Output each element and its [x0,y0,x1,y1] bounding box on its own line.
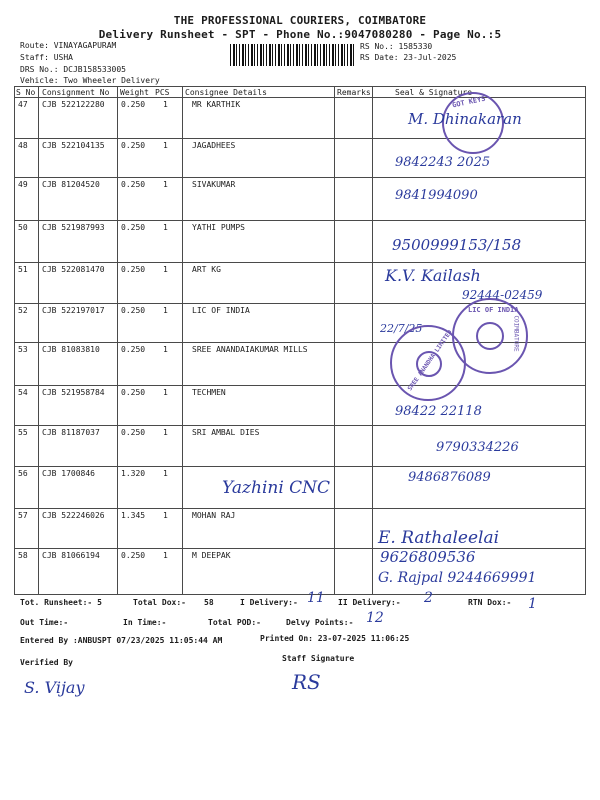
row-divider [14,177,586,178]
staff-label: Staff: USHA [20,53,73,62]
row-divider [14,385,586,386]
signature-row-54: 98422 22118 [395,404,482,419]
row-consignee: TECHMEN [192,388,226,397]
total-pod-label: Total POD:- [208,618,261,627]
row-consignee: YATHI PUMPS [192,223,245,232]
stamp-text-lic-side: COIMBATORE [512,315,520,352]
row-consignment-no: CJB 521958784 [42,388,105,397]
delvy-points-label: Delvy Points:- [286,618,354,627]
row-weight: 1.320 [121,469,146,478]
rs-number: RS No.: 1585330 [360,42,433,51]
row-consignment-no: CJB 522122280 [42,100,105,109]
signature-row-51-phone: 92444-02459 [462,288,543,302]
stamp-text-lic: LIC OF INDIA [468,306,519,314]
row-sno: 51 [18,265,28,274]
ii-delivery-label: II Delivery:- [338,598,401,607]
staff-signature-mark: RS [292,670,321,694]
in-time-label: In Time:- [123,618,167,627]
rtn-dox-handwritten: 1 [528,596,537,612]
row-consignee: LIC OF INDIA [192,306,250,315]
verified-by-label: Verified By [20,658,73,667]
stamp-text-sree-anandha: SREE ANANDHA LIMITED [406,328,454,393]
row-consignee: M DEEPAK [192,551,231,560]
row-sno: 50 [18,223,28,232]
row-pcs: 1 [163,100,168,109]
mill-emblem-icon [416,351,442,377]
row-consignee: ART KG [192,265,221,274]
row-pcs: 1 [163,345,168,354]
row-divider [14,466,586,467]
signature-row-47: M. Dhinakaran [408,110,522,128]
signature-row-51-name: K.V. Kailash [385,266,481,285]
row-sno: 47 [18,100,28,109]
signature-row-48: 9842243 2025 [395,155,491,170]
row-pcs: 1 [163,223,168,232]
row-consignment-no: CJB 81187037 [42,428,100,437]
row-pcs: 1 [163,551,168,560]
row-weight: 0.250 [121,180,146,189]
row-consignee: SREE ANANDAIAKUMAR MILLS [192,345,308,354]
row-consignee: SRI AMBAL DIES [192,428,260,437]
row-pcs: 1 [163,141,168,150]
row-pcs: 1 [163,388,168,397]
row-divider [14,548,586,549]
entered-by: Entered By :ANBUSPT 07/23/2025 11:05:44 AM [20,636,223,645]
row-pcs: 1 [163,511,168,520]
signature-row-55: 9790334226 [436,440,519,455]
rtn-dox-label: RTN Dox:- [468,598,512,607]
row-consignment-no: CJB 522104135 [42,141,105,150]
document-title: THE PROFESSIONAL COURIERS, COIMBATORE [173,14,427,27]
row-sno: 49 [18,180,28,189]
col-header-remarks: Remarks [337,88,371,97]
ii-delivery-handwritten: 2 [424,590,433,606]
row-sno: 53 [18,345,28,354]
signature-row-52: 22/7/25 [380,322,423,335]
row-sno: 48 [18,141,28,150]
row-consignment-no: CJB 522081470 [42,265,105,274]
col-header-consignment: Consignment No [42,88,110,97]
i-delivery-label: I Delivery:- [240,598,298,607]
row-pcs: 1 [163,180,168,189]
i-delivery-handwritten: 11 [307,590,325,606]
out-time-label: Out Time:- [20,618,69,627]
row-sno: 54 [18,388,28,397]
lic-emblem-icon [476,322,504,350]
col-header-weight: Weight [120,88,149,97]
row-consignment-no: CJB 81066194 [42,551,100,560]
signature-row-56-company: Yazhini CNC [222,478,331,498]
delvy-points-handwritten: 12 [366,610,384,626]
col-header-sno: S No [16,88,36,97]
verified-by-signature: S. Vijay [24,678,85,697]
rs-date: RS Date: 23-Jul-2025 [360,53,457,62]
row-weight: 0.250 [121,100,146,109]
row-weight: 0.250 [121,428,146,437]
total-dox-label: Total Dox:- [133,598,186,607]
row-weight: 0.250 [121,223,146,232]
row-weight: 0.250 [121,306,146,315]
row-pcs: 1 [163,265,168,274]
row-sno: 52 [18,306,28,315]
col-header-seal-signature: Seal & Signature [395,88,473,97]
row-consignment-no: CJB 1700846 [42,469,95,478]
row-consignee: JAGADHEES [192,141,236,150]
row-consignment-no: CJB 522246026 [42,511,105,520]
row-divider [14,425,586,426]
row-consignment-no: CJB 522197017 [42,306,105,315]
row-divider [14,220,586,221]
row-sno: 57 [18,511,28,520]
row-weight: 0.250 [121,345,146,354]
row-divider [14,262,586,263]
row-divider [14,138,586,139]
row-weight: 0.250 [121,141,146,150]
row-consignment-no: CJB 81083810 [42,345,100,354]
col-header-consignee: Consignee Details [185,88,267,97]
row-weight: 0.250 [121,388,146,397]
drs-label: DRS No.: DCJB158533005 [20,65,126,74]
route-label: Route: VINAYAGAPURAM [20,41,117,50]
row-consignment-no: CJB 521987993 [42,223,105,232]
staff-signature-label: Staff Signature [282,654,355,663]
stamp-text-47: GOT KEYS [451,94,487,110]
row-sno: 58 [18,551,28,560]
row-weight: 1.345 [121,511,146,520]
row-divider [14,508,586,509]
row-pcs: 1 [163,428,168,437]
signature-row-57-name: E. Rathaleelai [378,528,500,548]
signature-row-50: 9500999153/158 [392,236,522,254]
signature-row-58: G. Rajpal 9244669991 [378,570,537,586]
row-consignment-no: CJB 81204520 [42,180,100,189]
signature-row-56-phone: 9486876089 [408,470,491,485]
row-pcs: 1 [163,469,168,478]
signature-row-49: 9841994090 [395,188,478,203]
printed-on: Printed On: 23-07-2025 11:06:25 [260,634,410,643]
total-runsheet: Tot. Runsheet:- 5 [20,598,102,607]
vehicle-label: Vehicle: Two Wheeler Delivery [20,76,160,85]
row-sno: 56 [18,469,28,478]
document-subtitle: Delivery Runsheet - SPT - Phone No.:9047080280 - Page No.:5 [98,28,502,41]
row-pcs: 1 [163,306,168,315]
row-weight: 0.250 [121,265,146,274]
row-weight: 0.250 [121,551,146,560]
row-consignee: SIVAKUMAR [192,180,236,189]
row-consignee: MR KARTHIK [192,100,241,109]
barcode-image [230,44,355,66]
signature-row-57-phone: 9626809536 [380,548,476,566]
total-dox-value: 58 [204,598,214,607]
seal-stamp-sree-anandha [390,325,466,401]
col-header-pcs: PCS [155,88,170,97]
row-sno: 55 [18,428,28,437]
row-consignee: MOHAN RAJ [192,511,236,520]
